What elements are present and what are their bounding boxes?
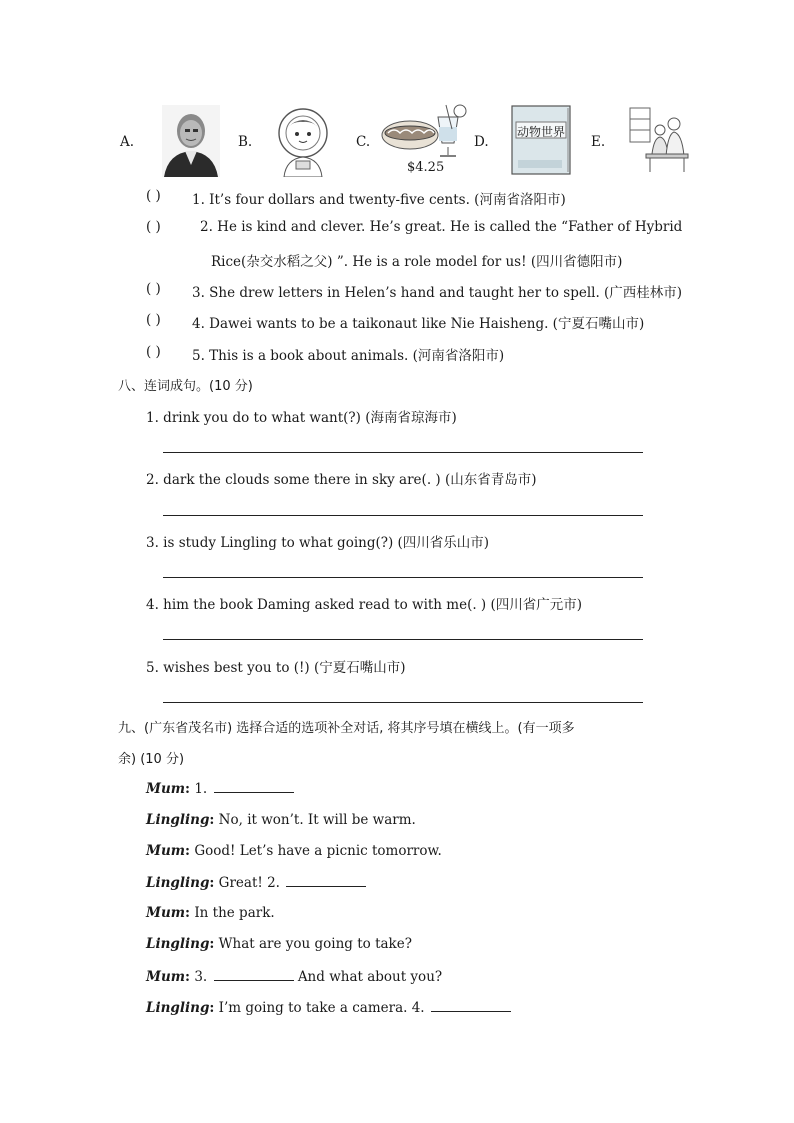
answer-paren[interactable]: ( ) xyxy=(146,219,161,235)
section-9-heading-cont: 余) (10 分) xyxy=(118,752,185,767)
word-order-question: 5. wishes best you to (!) (宁夏石嘴山市) xyxy=(146,660,406,676)
hotdog-and-drink-icon xyxy=(380,103,470,163)
dialogue-line: Mum: Good! Let’s have a picnic tomorrow. xyxy=(146,843,442,859)
matching-question-text: 3. She drew letters in Helen’s hand and taught her to spell. (广西桂林市) xyxy=(192,285,683,301)
answer-line[interactable] xyxy=(163,515,643,516)
elderly-man-portrait-icon xyxy=(162,105,220,177)
word-order-question: 3. is study Lingling to what going(?) (四川省乐山市) xyxy=(146,535,490,551)
dialogue-text: What are you going to take? xyxy=(218,936,412,952)
dialogue-line: Mum: In the park. xyxy=(146,905,275,921)
answer-paren[interactable]: ( ) xyxy=(146,188,161,204)
answer-line[interactable] xyxy=(163,452,643,453)
answer-paren[interactable]: ( ) xyxy=(146,312,161,328)
matching-question-text: 2. He is kind and clever. He’s great. He is called the “Father of Hybrid xyxy=(200,219,683,235)
dialogue-text: No, it won’t. It will be warm. xyxy=(218,812,416,828)
section-8-heading: 八、连词成句。(10 分) xyxy=(118,379,253,394)
section-9-heading: 九、(广东省茂名市) 选择合适的选项补全对话, 将其序号填在横线上。(有一项多 xyxy=(118,721,575,736)
astronaut-child-icon xyxy=(272,105,334,177)
matching-question-text: 4. Dawei wants to be a taikonaut like Nie Haisheng. (宁夏石嘴山市) xyxy=(192,316,645,332)
dialogue-line: Lingling: Great! 2. xyxy=(146,874,366,891)
dialogue-text: 1. xyxy=(194,781,208,797)
answer-blank[interactable] xyxy=(286,874,366,887)
dialogue-line: Lingling: I’m going to take a camera. 4. xyxy=(146,999,511,1016)
dialogue-line: Lingling: No, it won’t. It will be warm. xyxy=(146,812,416,828)
word-order-question: 2. dark the clouds some there in sky are(. ) (山东省青岛市) xyxy=(146,472,537,488)
dialogue-text: I’m going to take a camera. 4. xyxy=(218,1000,425,1016)
answer-line[interactable] xyxy=(163,639,643,640)
dialogue-text: 3. xyxy=(194,969,208,985)
dialogue-line: Mum: 1. xyxy=(146,780,294,797)
dialogue-text: Good! Let’s have a picnic tomorrow. xyxy=(194,843,442,859)
speaker-name: Mum xyxy=(146,781,186,797)
answer-paren[interactable]: ( ) xyxy=(146,344,161,360)
option-a-letter: A. xyxy=(120,134,135,150)
price-label: $4.25 xyxy=(407,160,445,175)
dialogue-text-after: And what about you? xyxy=(297,969,443,985)
dialogue-text: In the park. xyxy=(194,905,275,921)
speaker-name: Mum xyxy=(146,905,186,921)
speaker-name: Lingling xyxy=(146,1000,210,1016)
answer-line[interactable] xyxy=(163,577,643,578)
answer-blank[interactable] xyxy=(431,999,511,1012)
speaker-name: Mum xyxy=(146,969,186,985)
book-title: 动物世界 xyxy=(517,125,566,139)
option-e-letter: E. xyxy=(591,134,606,150)
answer-blank[interactable] xyxy=(214,968,294,981)
dialogue-line: Mum: 3. And what about you? xyxy=(146,969,443,985)
dialogue-line: Lingling: What are you going to take? xyxy=(146,936,412,952)
dialogue-text: Great! 2. xyxy=(218,875,280,891)
speaker-name: Lingling xyxy=(146,875,210,891)
option-b-letter: B. xyxy=(238,134,253,150)
speaker-name: Lingling xyxy=(146,812,210,828)
matching-question-text: 1. It’s four dollars and twenty-five cents. (河南省洛阳市) xyxy=(192,192,566,208)
matching-question-continuation: Rice(杂交水稻之父) ”. He is a role model for us! (四川省德阳市) xyxy=(211,254,623,270)
word-order-question: 1. drink you do to what want(?) (海南省琼海市) xyxy=(146,410,457,426)
answer-line[interactable] xyxy=(163,702,643,703)
answer-paren[interactable]: ( ) xyxy=(146,281,161,297)
speaker-name: Mum xyxy=(146,843,186,859)
speaker-name: Lingling xyxy=(146,936,210,952)
matching-question-text: 5. This is a book about animals. (河南省洛阳市) xyxy=(192,348,505,364)
option-d-letter: D. xyxy=(474,134,489,150)
answer-blank[interactable] xyxy=(214,780,294,793)
animal-book-icon xyxy=(510,104,574,176)
option-c-letter: C. xyxy=(356,134,371,150)
word-order-question: 4. him the book Daming asked read to with me(. ) (四川省广元市) xyxy=(146,597,583,613)
teacher-and-child-icon xyxy=(626,104,690,174)
